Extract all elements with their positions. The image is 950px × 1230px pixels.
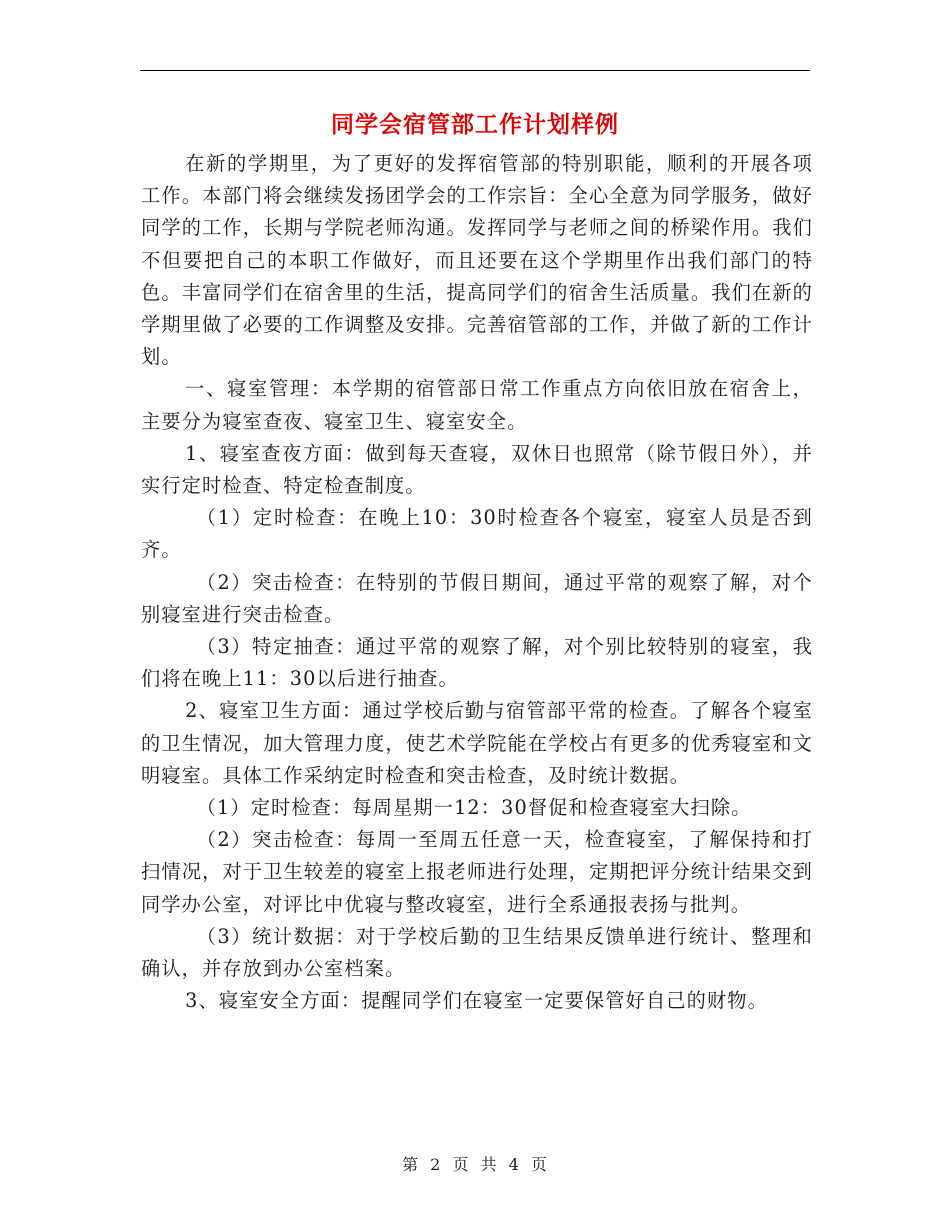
paragraph-section-1: 一、寝室管理：本学期的宿管部日常工作重点方向依旧放在宿舍上，主要分为寝室查夜、寝室卫生、寝室安全。 <box>141 377 813 433</box>
paragraph-safety: 3、寝室安全方面：提醒同学们在寝室一定要保管好自己的财物。 <box>185 989 768 1013</box>
paragraph-hygiene-2: （2）突击检查：每周一至周五任意一天，检查寝室，了解保持和打扫情况，对于卫生较差的寝室上报老师进行处理，定期把评分统计结果交到同学办公室，对评比中优寝与整改寝室，进行全系通报表扬与批判。 <box>141 828 813 916</box>
paragraph-hygiene-1: （1）定时检查：每周星期一12：30督促和检查寝室大扫除。 <box>196 796 752 820</box>
paragraph-intro: 在新的学期里，为了更好的发挥宿管部的特别职能，顺利的开展各项工作。本部门将会继续发扬团学会的工作宗旨：全心全意为同学服务，做好同学的工作，长期与学院老师沟通。发挥同学与老师之间的桥梁作用。我们不但要把自己的本职工作做好，而且还要在这个学期里作出我们部门的特色。丰富同学们在宿舍里的生活，提高同学们的宿舍生活质量。我们在新的学期里做了必要的工作调整及安排。完善宿管部的工作，并做了新的工作计划。 <box>141 152 813 369</box>
page-footer: 第 2 页 共 4 页 <box>402 1155 548 1174</box>
paragraph-night-check-1: （1）定时检查：在晚上10：30时检查各个寝室，寝室人员是否到齐。 <box>141 506 813 562</box>
document-body <box>141 148 813 1017</box>
paragraph-night-check-2: （2）突击检查：在特别的节假日期间，通过平常的观察了解，对个别寝室进行突击检查。 <box>141 570 813 626</box>
paragraph-night-check: 1、寝室查夜方面：做到每天查寝，双休日也照常（除节假日外），并实行定时检查、特定检查制度。 <box>141 441 813 498</box>
header-rule <box>140 70 810 71</box>
paragraph-night-check-3: （3）特定抽查：通过平常的观察了解，对个别比较特别的寝室，我们将在晚上11：30以后进行抽查。 <box>141 635 813 691</box>
document-title: 同学会宿管部工作计划样例 <box>331 111 619 138</box>
paragraph-hygiene-3: （3）统计数据：对于学校后勤的卫生结果反馈单进行统计、整理和确认，并存放到办公室档案。 <box>141 924 813 981</box>
paragraph-hygiene: 2、寝室卫生方面：通过学校后勤与宿管部平常的检查。了解各个寝室的卫生情况，加大管理力度，使艺术学院能在学校占有更多的优秀寝室和文明寝室。具体工作采纳定时检查和突击检查，及时统计数据。 <box>141 699 813 787</box>
